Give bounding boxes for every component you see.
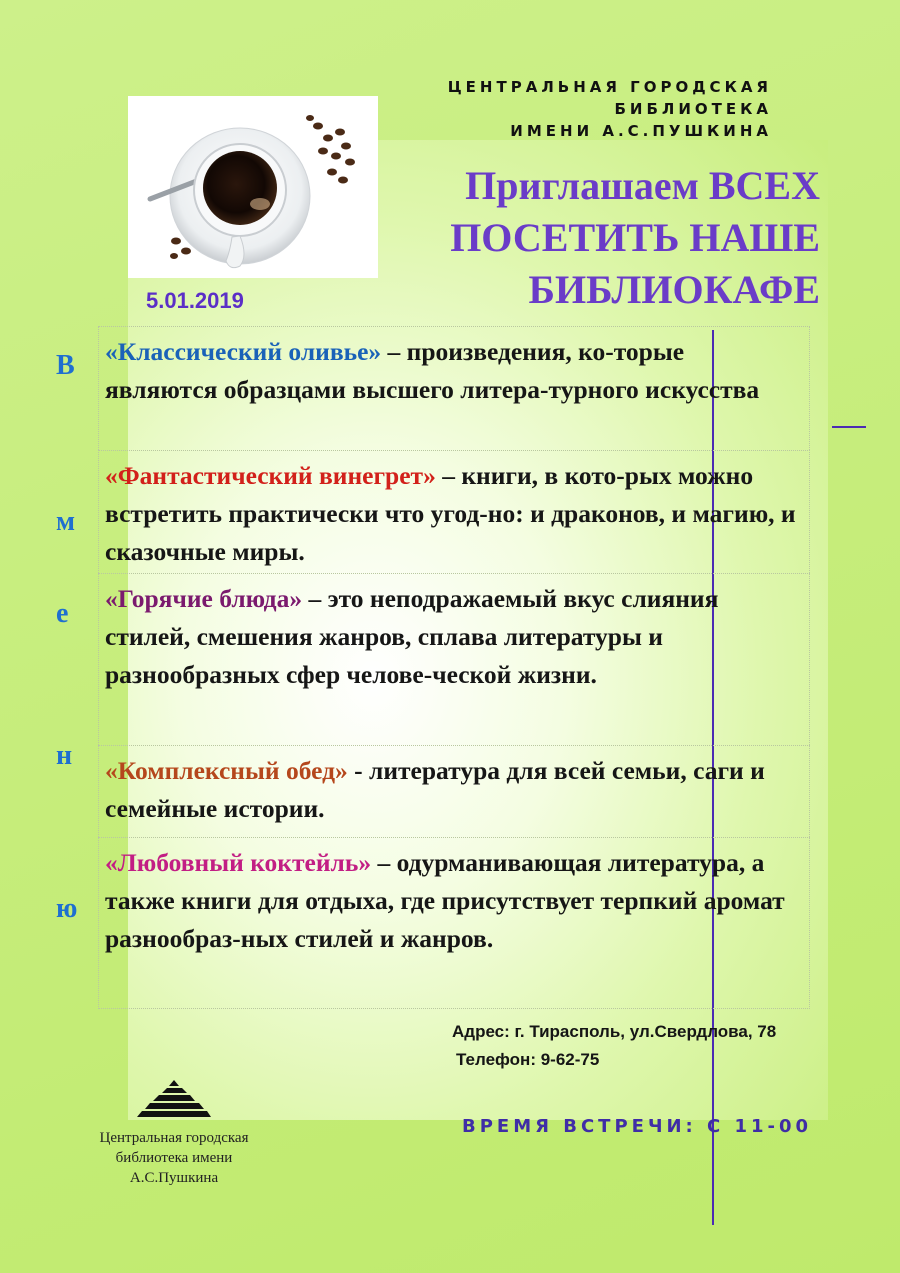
menu-item-separator: – bbox=[302, 584, 328, 613]
contact-info bbox=[452, 1018, 776, 1074]
invitation-heading bbox=[350, 160, 820, 316]
menu-item-text: литература для всей семьи, саги и семейные истории. bbox=[105, 756, 765, 823]
menu-item-title: «Любовный коктейль» bbox=[105, 848, 372, 877]
menu-item-title: «Фантастический винегрет» bbox=[105, 461, 436, 490]
menu-item-title: «Комплексный обед» bbox=[105, 756, 348, 785]
library-header-line: ЦЕНТРАЛЬНАЯ ГОРОДСКАЯ bbox=[447, 78, 772, 96]
library-header-line: ИМЕНИ А.С.ПУШКИНА bbox=[510, 122, 772, 140]
decorative-horizontal-line bbox=[832, 426, 866, 428]
menu-item-text: произведения, ко-торые являются образцами высшего литера-турного искусства bbox=[105, 337, 760, 404]
invitation-line: ПОСЕТИТЬ НАШЕ bbox=[450, 215, 820, 260]
menu-item bbox=[98, 450, 810, 573]
coffee-cup-image bbox=[128, 96, 378, 278]
menu-item-text: книги, в кото-рых можно встретить практически что угод-но: и драконов, и магию, и сказочные миры. bbox=[105, 461, 796, 566]
address-text: Адрес: г. Тирасполь, ул.Свердлова, 78 bbox=[452, 1022, 777, 1041]
phone-text: Телефон: 9-62-75 bbox=[456, 1050, 600, 1069]
library-header-line: БИБЛИОТЕКА bbox=[614, 100, 772, 118]
menu-vertical-letter: н bbox=[56, 740, 73, 771]
invitation-line: БИБЛИОКАФЕ bbox=[528, 267, 820, 312]
logo-caption-line: библиотека имени bbox=[115, 1150, 233, 1166]
menu-item bbox=[98, 573, 810, 745]
invitation-line: Приглашаем ВСЕХ bbox=[465, 163, 820, 208]
logo-caption bbox=[72, 1128, 276, 1188]
menu-item bbox=[98, 837, 810, 1009]
menu-item-separator: – bbox=[381, 337, 407, 366]
menu-item-separator: – bbox=[435, 461, 462, 490]
menu-item-separator: - bbox=[347, 756, 370, 785]
menu-item-separator: – bbox=[371, 848, 397, 877]
menu-item-title: «Горячие блюда» bbox=[105, 584, 303, 613]
coffee-cup-icon bbox=[128, 96, 378, 278]
logo-caption-line: Центральная городская bbox=[99, 1130, 249, 1146]
menu-item-text: одурманивающая литература, а также книги для отдыха, где присутствует терпкий аромат разнообраз-ных стилей и жанров. bbox=[105, 848, 785, 953]
menu-list bbox=[98, 326, 810, 1009]
menu-vertical-letter: м bbox=[56, 506, 76, 537]
menu-item-title: «Классический оливье» bbox=[105, 337, 382, 366]
library-logo-icon bbox=[137, 1080, 211, 1125]
logo-caption-line: А.С.Пушкина bbox=[129, 1170, 219, 1186]
meeting-time: ВРЕМЯ ВСТРЕЧИ: С 11-00 bbox=[462, 1116, 813, 1137]
menu-item bbox=[98, 326, 810, 450]
menu-item bbox=[98, 745, 810, 837]
event-date: 5.01.2019 bbox=[146, 288, 244, 313]
menu-vertical-letter: ю bbox=[56, 893, 78, 924]
menu-item-text: это неподражаемый вкус слияния стилей, смешения жанров, сплава литературы и разнообразных сфер челове-ческой жизни. bbox=[105, 584, 719, 689]
menu-vertical-letter: В bbox=[56, 350, 75, 381]
menu-vertical-letter: е bbox=[56, 598, 69, 629]
library-header bbox=[352, 76, 772, 142]
